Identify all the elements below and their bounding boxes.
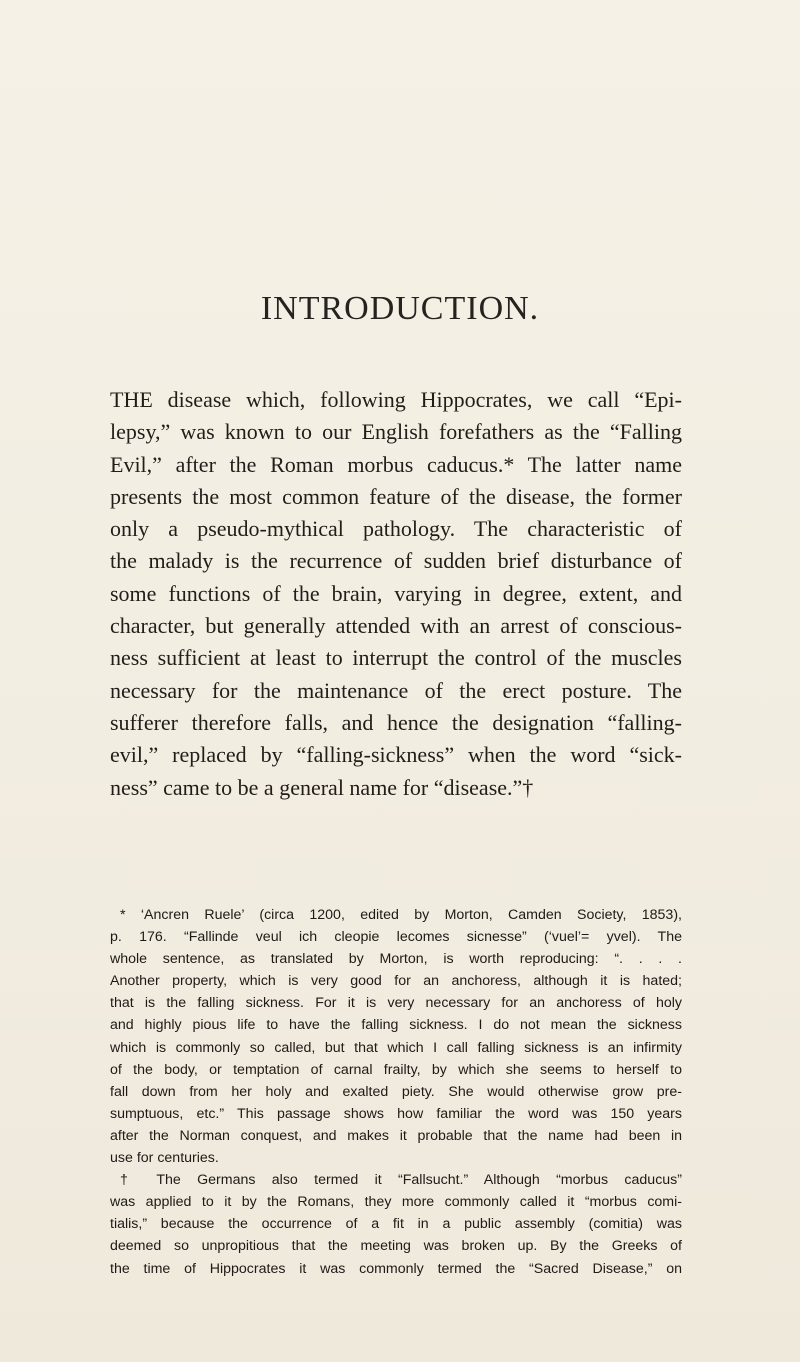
body-line: Evil,” after the Roman morbus caducus.* The latter name [110,451,682,477]
footnote-line: p. 176. “Fallinde veul ich cleopie lecomes sicnesse” (‘vuel’= yvel). The [110,929,682,946]
body-line: character, but generally attended with an arrest of conscious- [110,613,682,639]
body-line: lepsy,” was known to our English forefathers as the “Falling [110,419,682,445]
footnote-line: and highly pious life to have the falling sickness. I do not mean the sickness [110,1017,682,1034]
body-line: presents the most common feature of the disease, the former [110,483,682,509]
footnote-line: sumptuous, etc.” This passage shows how familiar the word was 150 years [110,1105,682,1122]
body-line: THE disease which, following Hippocrates, we call “Epi- [110,387,682,412]
footnote-line: the time of Hippocrates it was commonly termed the “Sacred Disease,” on [110,1260,682,1277]
body-line: necessary for the maintenance of the erect posture. The [110,677,682,703]
footnote-line: use for centuries. [110,1150,219,1167]
body-line: sufferer therefore falls, and hence the designation “falling- [110,709,682,735]
footnotes [110,904,682,1280]
body-line: ness” came to be a general name for “disease.”† [110,774,534,800]
footnote-line: which is commonly so called, but that which I call falling sickness is an infirmity [110,1039,682,1056]
footnote-line: deemed so unpropitious that the meeting was broken up. By the Greeks of [110,1238,682,1255]
footnote-line: after the Norman conquest, and makes it probable that the name had been in [110,1127,682,1144]
body-line: evil,” replaced by “falling-sickness” when the word “sick- [110,742,682,768]
footnote-line: Another property, which is very good for an anchoress, although it is hated; [110,973,682,990]
body-line: only a pseudo-mythical pathology. The characteristic of [110,516,682,542]
body-line: the malady is the recurrence of sudden brief disturbance of [110,548,682,574]
intro-paragraph [110,384,682,804]
body-line: some functions of the brain, varying in degree, extent, and [110,580,682,606]
footnote-line: of the body, or temptation of carnal frailty, by which she seems to herself to [110,1061,682,1078]
footnote-line: * ‘Ancren Ruele’ (circa 1200, edited by Morton, Camden Society, 1853), [120,907,682,923]
body-line: ness sufficient at least to interrupt the control of the muscles [110,645,682,671]
footnote-line: tialis,” because the occurrence of a fit in a public assembly (comitia) was [110,1216,682,1233]
footnote-line: fall down from her holy and exalted piety. She would otherwise grow pre- [110,1083,682,1100]
footnote-line: that is the falling sickness. For it is very necessary for an anchoress of holy [110,995,682,1012]
footnote-line: † The Germans also termed it “Fallsucht.” Although “morbus caducus” [120,1172,682,1189]
page-heading: INTRODUCTION. [260,290,540,327]
footnote-line: was applied to it by the Romans, they more commonly called it “morbus comi- [110,1194,682,1211]
footnote-line: whole sentence, as translated by Morton, is worth reproducing: “. . . . [110,951,682,968]
